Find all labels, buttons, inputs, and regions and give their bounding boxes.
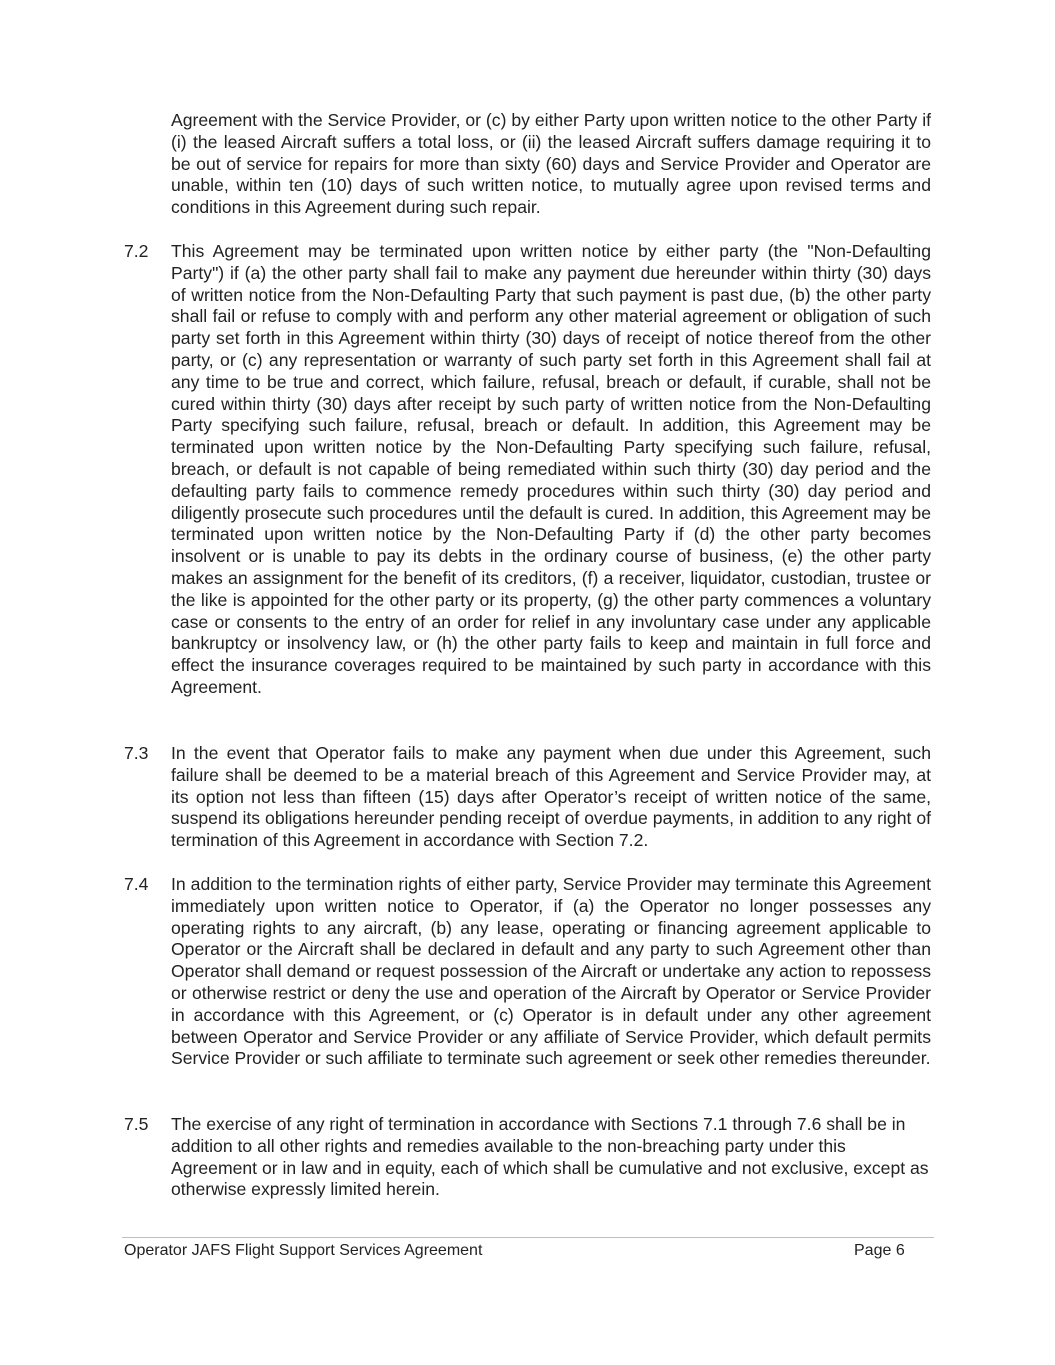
footer-page-number: Page 6: [854, 1242, 905, 1259]
section-number-7-5: 7.5: [124, 1114, 149, 1134]
footer-document-title: Operator JAFS Flight Support Services Agreement: [124, 1242, 483, 1259]
section-7-5-text: The exercise of any right of termination in accordance with Sections 7.1 through 7.6 shall be in addition to all other rights and remedies available to the non-breaching party under this Agreement or in law and in equity, each of which shall be cumulative and not exclusive, except as otherwise expressly limited herein.: [171, 1114, 929, 1200]
section-number-7-4: 7.4: [124, 874, 149, 894]
section-7-3-text: In the event that Operator fails to make any payment when due under this Agreement, such failure shall be deemed to be a material breach of this Agreement and Service Provider may, at its option not less than fifteen (15) days after Operator’s receipt of written notice of the same, suspend its obligations hereunder pending receipt of overdue payments, in addition to any right of termination of this Agreement in accordance with Section 7.2.: [171, 743, 931, 851]
section-7-4-text: In addition to the termination rights of either party, Service Provider may terminate this Agreement immediately upon written notice to Operator, if (a) the Operator no longer possesses any operating rights to any aircraft, (b) any lease, operating or financing agreement applicable to Operator or the Aircraft shall be declared in default and any party to such Agreement other than Operator shall demand or request possession of the Aircraft or undertake any action to repossess or otherwise restrict or deny the use and operation of the Aircraft by Operator or Service Provider in accordance with this Agreement, or (c) Operator is in default under any other agreement between Operator and Service Provider or any affiliate of Service Provider, which default permits Service Provider or such affiliate to terminate such agreement or seek other remedies thereunder.: [171, 874, 931, 1069]
section-number-7-3: 7.3: [124, 743, 149, 763]
footer-divider: [122, 1237, 934, 1238]
section-number-7-2: 7.2: [124, 241, 149, 261]
continuation-paragraph: Agreement with the Service Provider, or (c) by either Party upon written notice to the other Party if (i) the leased Aircraft suffers a total loss, or (ii) the leased Aircraft suffers damage requiring it to be out of service for repairs for more than sixty (60) days and Service Provider and Operator are unable, within ten (10) days of such written notice, to mutually agree upon revised terms and conditions in this Agreement during such repair.: [171, 110, 931, 218]
section-7-2-text: This Agreement may be terminated upon written notice by either party (the "Non-Defaulting Party") if (a) the other party shall fail to make any payment due hereunder within thirty (30) days of written notice from the Non-Defaulting Party that such payment is past due, (b) the other party shall fail or refuse to comply with and perform any other material agreement or obligation of such party set forth in this Agreement within thirty (30) days of receipt of notice thereof from the other party, or (c) any representation or warranty of such party set forth in this Agreement shall fail at any time to be true and correct, which failure, refusal, breach or default, if curable, shall not be cured within thirty (30) days after receipt by such party of written notice from the Non-Defaulting Party specifying such failure, refusal, breach or default. In addition, this Agreement may be terminated upon written notice by the Non-Defaulting Party specifying such failure, refusal, breach, or default is not capable of being remediated within such thirty (30) day period and the defaulting party fails to commence remedy procedures within such thirty (30) day period and diligently prosecute such procedures until the default is cured. In addition, this Agreement may be terminated upon written notice by the Non-Defaulting Party if (d) the other party becomes insolvent or is unable to pay its debts in the ordinary course of business, (e) the other party makes an assignment for the benefit of its creditors, (f) a receiver, liquidator, custodian, trustee or the like is appointed for the other party or its property, (g) the other party commences a voluntary case or consents to the entry of an order for relief in any involuntary case under any applicable bankruptcy or insolvency law, or (h) the other party fails to keep and maintain in full force and effect the insurance coverages required to be maintained by such party in accordance with this Agreement.: [171, 241, 931, 697]
